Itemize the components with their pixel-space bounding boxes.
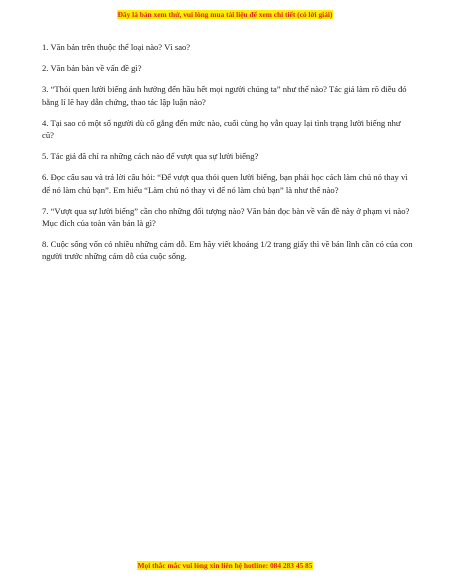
- question-1: 1. Văn bản trên thuộc thể loại nào? Vì sao?: [42, 42, 191, 52]
- question-7: 7. “Vượt qua sự lười biếng” cần cho những đối tượng nào? Văn bản đọc bàn về vấn đề này ở phạm vi nào? Mục đích của toàn văn bản là gì?: [42, 205, 410, 229]
- question-3: 3. “Thói quen lười biếng ảnh hưởng đến hầu hết mọi người chúng ta” như thế nào? Tác giả làm rõ điều đó bằng lí lẽ hay dẫn chứng, thao tác lập luận nào?: [42, 84, 407, 107]
- question-6: 6. Đọc câu sau và trả lời câu hỏi: “Để vượt qua thói quen lười biếng, bạn phải học cách làm chủ nó thay vì để nó làm chủ bạn”. Em hiểu “Làm chủ nó thay vì để nó làm chủ bạn” là như thế nào?: [42, 172, 408, 195]
- footer-notice-text: Mọi thắc mắc vui lòng xin liên hệ hotline: 084 283 45 85: [137, 561, 313, 570]
- question-8: 8. Cuộc sống vốn có nhiều những cám dỗ. Em hãy viết khoảng 1/2 trang giấy thì về bản lĩnh cần có của con người trước những cám dỗ của cuộc sống.: [42, 239, 413, 262]
- footer-notice: [0, 561, 450, 571]
- question-list: [42, 41, 414, 272]
- question-4: 4. Tại sao có một số người dù cố gắng đến mức nào, cuối cùng họ vẫn quay lại tình trạng lười biếng như cũ?: [42, 117, 401, 141]
- question-2: 2. Văn bản bàn về vấn đề gì?: [42, 63, 142, 74]
- header-notice: [0, 10, 450, 20]
- header-notice-text: Đây là bản xem thử, vui lòng mua tài liệu để xem chi tiết (có lời giải): [117, 10, 333, 19]
- question-5: 5. Tác giả đã chỉ ra những cách nào để vượt qua sự lười biếng?: [42, 151, 259, 162]
